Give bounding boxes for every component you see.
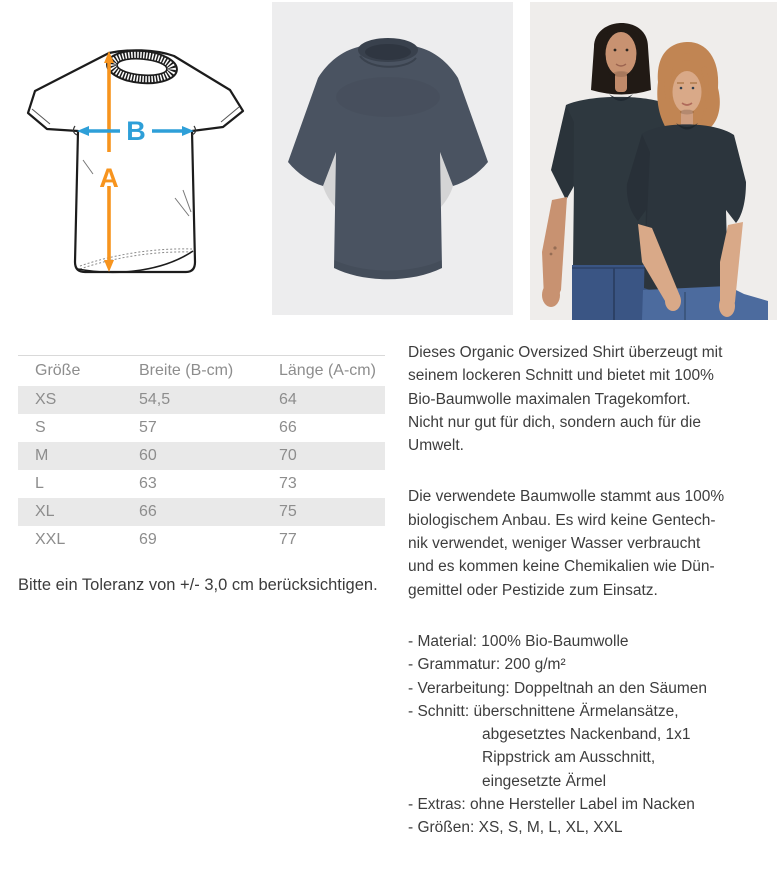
description-line: Dieses Organic Oversized Shirt überzeugt mit — [408, 344, 723, 361]
size-cell: XXL — [35, 531, 66, 548]
breite-cell: 63 — [139, 475, 157, 492]
measurement-diagram-panel — [25, 40, 255, 290]
description-line: Nicht nur gut für dich, sondern auch für die — [408, 413, 701, 431]
table-row — [18, 526, 385, 554]
laenge-cell: 66 — [279, 419, 297, 436]
laenge-cell: 70 — [279, 447, 297, 464]
spec-list-item: - Verarbeitung: Doppeltnah an den Säumen — [408, 679, 708, 697]
breite-cell: 54,5 — [139, 391, 171, 408]
spec-list-item: - Schnitt: überschnittene Ärmelansätze, — [408, 702, 679, 720]
tolerance-note: Bitte ein Toleranz von +/- 3,0 cm berücksichtigen. — [18, 576, 378, 594]
table-row — [18, 414, 385, 442]
description-line: nik verwendet, weniger Wasser verbraucht — [408, 535, 701, 553]
size-chart-body — [18, 386, 385, 554]
description-line: biologischem Anbau. Es wird keine Gentech- — [408, 511, 716, 529]
spec-list-item: abgesetztes Nackenband, 1x1 — [482, 726, 691, 744]
measure-b-label: B — [126, 116, 146, 146]
table-row — [18, 498, 385, 526]
size-cell: S — [35, 419, 46, 436]
size-cell: L — [35, 475, 44, 492]
description-line: gemittel oder Pestizide zum Einsatz. — [408, 581, 658, 599]
product-shirt-photo — [272, 2, 513, 315]
laenge-cell: 77 — [279, 531, 297, 548]
description-paragraph-2 — [408, 485, 773, 601]
description-line: Die verwendete Baumwolle stammt aus 100% — [408, 488, 725, 506]
breite-cell: 60 — [139, 447, 157, 464]
size-chart-header-row — [18, 355, 385, 386]
breite-cell: 57 — [139, 419, 157, 436]
size-cell: XS — [35, 391, 57, 408]
size-cell: M — [35, 447, 49, 464]
breite-cell: 69 — [139, 531, 157, 548]
size-chart-header-cell: Länge (A-cm) — [279, 362, 376, 379]
spec-list-item: Rippstrick am Ausschnitt, — [482, 749, 656, 767]
table-row — [18, 470, 385, 498]
laenge-cell: 73 — [279, 475, 297, 492]
spec-list — [408, 630, 773, 840]
laenge-cell: 75 — [279, 503, 297, 520]
description-line: Umwelt. — [408, 437, 464, 455]
breite-cell: 66 — [139, 503, 157, 520]
spec-list-item: - Größen: XS, S, M, L, XL, XXL — [408, 819, 623, 837]
size-chart-header-cell: Größe — [35, 362, 81, 379]
size-cell: XL — [35, 503, 55, 520]
spec-list-item: - Grammatur: 200 g/m² — [408, 656, 566, 674]
tshirt-measurement-diagram-icon — [25, 40, 255, 290]
description-paragraph-1 — [408, 341, 773, 457]
product-description — [408, 341, 773, 840]
description-line: und es kommen keine Chemikalien wie Dün- — [408, 558, 715, 576]
laenge-cell: 64 — [279, 391, 297, 408]
spec-list-item: eingesetzte Ärmel — [482, 772, 607, 790]
size-chart-table — [18, 355, 385, 554]
description-line: Bio-Baumwolle maximalen Tragekomfort. — [408, 390, 691, 408]
table-row — [18, 386, 385, 414]
measure-a-label: A — [99, 163, 119, 193]
description-line: seinem lockeren Schnitt und bietet mit 100% — [408, 367, 714, 385]
spec-list-item: - Extras: ohne Hersteller Label im Nacken — [408, 796, 695, 814]
models-photo — [530, 2, 777, 320]
spec-list-item: - Material: 100% Bio-Baumwolle — [408, 632, 629, 650]
flat-shirt-image — [272, 2, 513, 315]
models-image — [530, 2, 777, 320]
size-chart-header-cell: Breite (B-cm) — [139, 362, 234, 379]
table-row — [18, 442, 385, 470]
